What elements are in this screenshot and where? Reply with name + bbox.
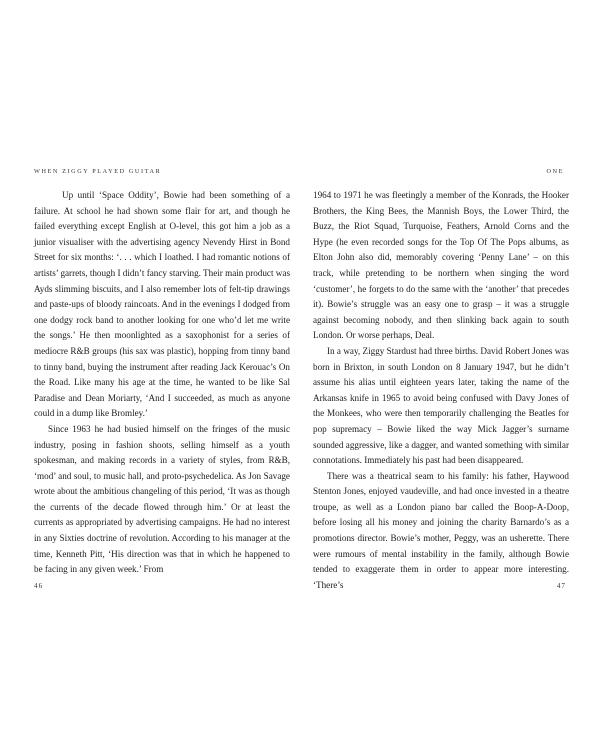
page-number-left: 46 — [34, 582, 44, 590]
paragraph: There was a theatrical seam to his family: his father, Haywood Stenton Jones, enjoyed vaudeville, and had once invested in a theatre troupe, as well as a London piano bar called the Boop-A-Doop, before losing all his money and joining the charity Barnardo’s as a promotions director. Bowie’s mother, Peggy, was an usherette. There were rumours of mental instability in the family, although Bowie tended to exaggerate them in order to appear more interesting. ‘There’s — [313, 470, 569, 590]
paragraph: Since 1963 he had busied himself on the fringes of the music industry, posing in fashion shoots, selling himself as a youth spokesman, and making records in a variety of styles, from R&B, ‘mod’ and soul, to music hall, and proto-psychedelica. As Jon Savage wrote about the ambitious changeling of this period, ‘It was as though the currents of the decade flowed through him.’ Or at least the currents as appropriated by advertising campaigns. He had no interest in any Sixties doctrine of revolution. According to his manager at the time, Kenneth Pitt, ‘His direction was that in which he happened to be facing in any given week.’ From — [34, 423, 290, 575]
right-page-text — [313, 188, 569, 593]
running-head-chapter: ONE — [546, 168, 564, 175]
left-page-text — [34, 188, 290, 578]
page-number-right: 47 — [556, 582, 566, 590]
paragraph: 1964 to 1971 he was fleetingly a member of the Konrads, the Hooker Brothers, the King Bees, the Mannish Boys, the Lower Third, the Buzz, the Riot Squad, Turquoise, Feathers, Arnold Corns and the Hype (he even recorded songs for the Top Of The Pops albums, as Elton John also did, memorably covering ‘Penny Lane’ – on this track, while pretending to be northern when singing the word ‘customer’, he forgets to do the same with the ‘another’ that precedes it). Bowie’s struggle was an easy one to grasp – it was a struggle against becoming nobody, and then slinking back again to south London. Or worse perhaps, Deal. — [313, 190, 569, 341]
paragraph: Up until ‘Space Oddity’, Bowie had been something of a failure. At school he had shown some flair for art, and though he failed everything except English at O-level, this got him a job as a junior visualiser with the advertising agency Nevendy Hirst in Bond Street for six months: ‘. . . which I loathed. I had romantic notions of artists’ garrets, though I didn’t fancy starving. Their main product was Ayds slimming biscuits, and I also remember lots of felt-tip drawings and paste-ups of bloody raincoats. And in the evenings I dodged from one dodgy rock band to another looking for one who’d let me write the songs.’ He then moonlighted as a saxophonist for a series of mediocre R&B groups (his sax was plastic), hopping from tinny band to tinny band, buying the instrument after reading Jack Kerouac’s On the Road. Like many his age at the time, he wanted to be like Sal Paradise and Dean Moriarty, ‘And I succeeded, as much as anyone could in a dump like Bromley.’ — [34, 190, 290, 419]
running-head-book-title: WHEN ZIGGY PLAYED GUITAR — [34, 168, 162, 175]
paragraph: In a way, Ziggy Stardust had three births. David Robert Jones was born in Brixton, in south London on 8 January 1947, but he didn’t assume his alias until eighteen years later, taking the name of the Arkansas knife in 1965 to avoid being confused with Davy Jones of the Monkees, who were then temporarily challenging the Beatles for pop supremacy – Bowie liked the way Mick Jagger’s surname sounded aggressive, like a dagger, and wanted something with similar connotations. Immediately his past had been disappeared. — [313, 345, 569, 466]
